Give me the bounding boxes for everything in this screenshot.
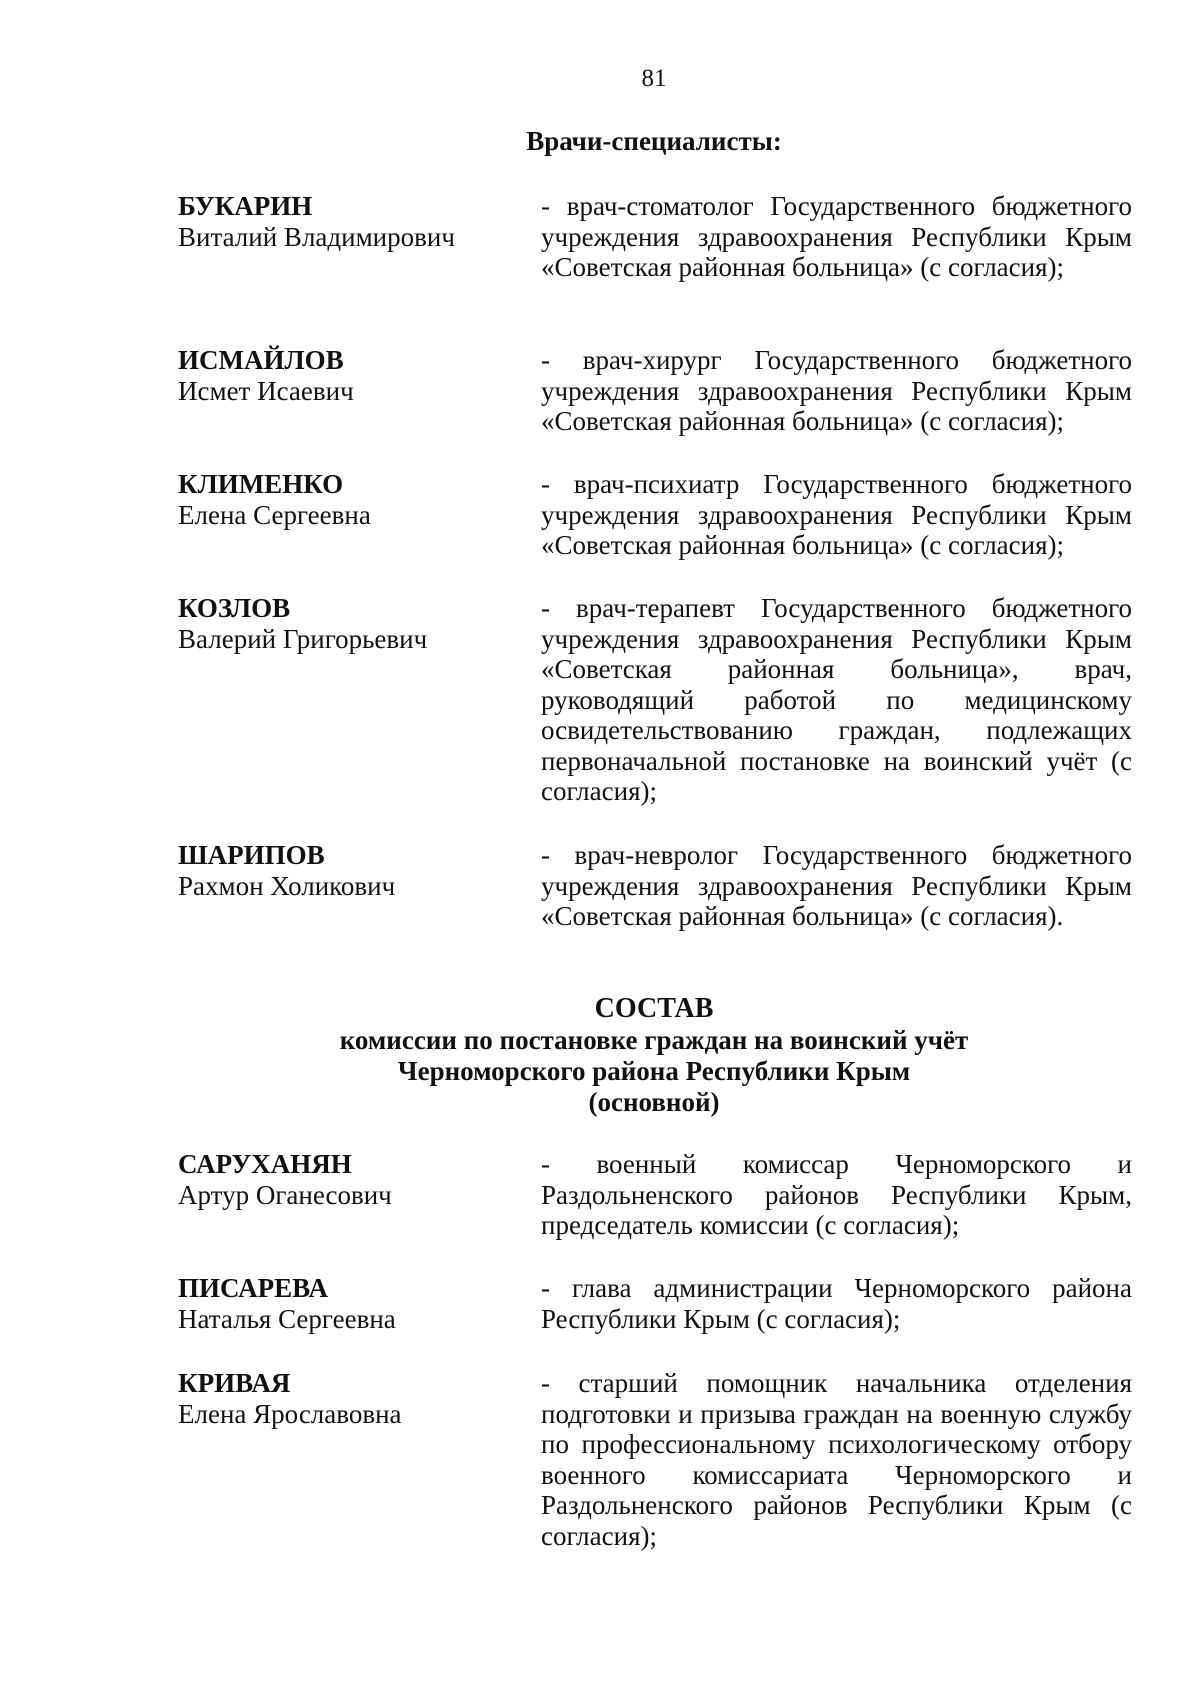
section-heading-specialists: Врачи-специалисты: [526, 126, 782, 156]
member-given-name: Валерий Григорьевич [178, 624, 428, 654]
member-surname: САРУХАНЯН [178, 1149, 352, 1179]
member-surname: КЛИМЕНКО [178, 469, 344, 499]
member-description: - врач-терапевт Государственного бюджетного учреждения здравоохранения Республики Крым «Советская районная больница», врач, руководящий работой по медицинскому освидетельствованию граждан, подлежащих первоначальной постановке на воинский учёт (с согласия); [541, 593, 1132, 806]
commission-subtitle-line: Черноморского района Республики Крым [397, 1056, 911, 1086]
member-description: - врач-психиатр Государственного бюджетного учреждения здравоохранения Республики Крым «Советская районная больница» (с согласия); [541, 469, 1132, 560]
member-given-name: Елена Сергеевна [178, 500, 371, 530]
member-description: - старший помощник начальника отделения подготовки и призыва граждан на военную службу по профессиональному психологическому отбору военного комиссариата Черноморского и Раздольненского районов Республики Крым (с согласия); [541, 1368, 1132, 1551]
member-description: - глава администрации Черноморского района Республики Крым (с согласия); [541, 1273, 1132, 1334]
member-given-name: Виталий Владимирович [178, 222, 455, 252]
member-surname: ШАРИПОВ [178, 840, 325, 870]
member-description: - врач-невролог Государственного бюджетного учреждения здравоохранения Республики Крым «Советская районная больница» (с согласия). [541, 840, 1132, 931]
commission-title-block [0, 993, 1200, 1118]
member-given-name: Рахмон Холикович [178, 871, 396, 901]
member-description: - врач-хирург Государственного бюджетного учреждения здравоохранения Республики Крым «Советская районная больница» (с согласия); [541, 345, 1132, 436]
member-surname: ИСМАЙЛОВ [178, 345, 344, 375]
commission-title: СОСТАВ [594, 993, 714, 1024]
page-number: 81 [641, 65, 667, 92]
member-surname: БУКАРИН [178, 191, 313, 221]
commission-subtitle-line: (основной) [588, 1087, 720, 1117]
member-description: - военный комиссар Черноморского и Раздольненского районов Республики Крым, председатель комиссии (с согласия); [541, 1149, 1132, 1240]
member-given-name: Наталья Сергеевна [178, 1304, 396, 1334]
commission-subtitle-line: комиссии по постановке граждан на воинский учёт [339, 1025, 969, 1055]
member-surname: КОЗЛОВ [178, 593, 291, 623]
member-surname: ПИСАРЕВА [178, 1273, 328, 1303]
member-surname: КРИВАЯ [178, 1368, 291, 1398]
member-given-name: Артур Оганесович [178, 1180, 392, 1210]
member-given-name: Елена Ярославовна [178, 1399, 402, 1429]
member-given-name: Исмет Исаевич [178, 376, 354, 406]
member-description: - врач-стоматолог Государственного бюджетного учреждения здравоохранения Республики Крым «Советская районная больница» (с согласия); [541, 191, 1132, 282]
